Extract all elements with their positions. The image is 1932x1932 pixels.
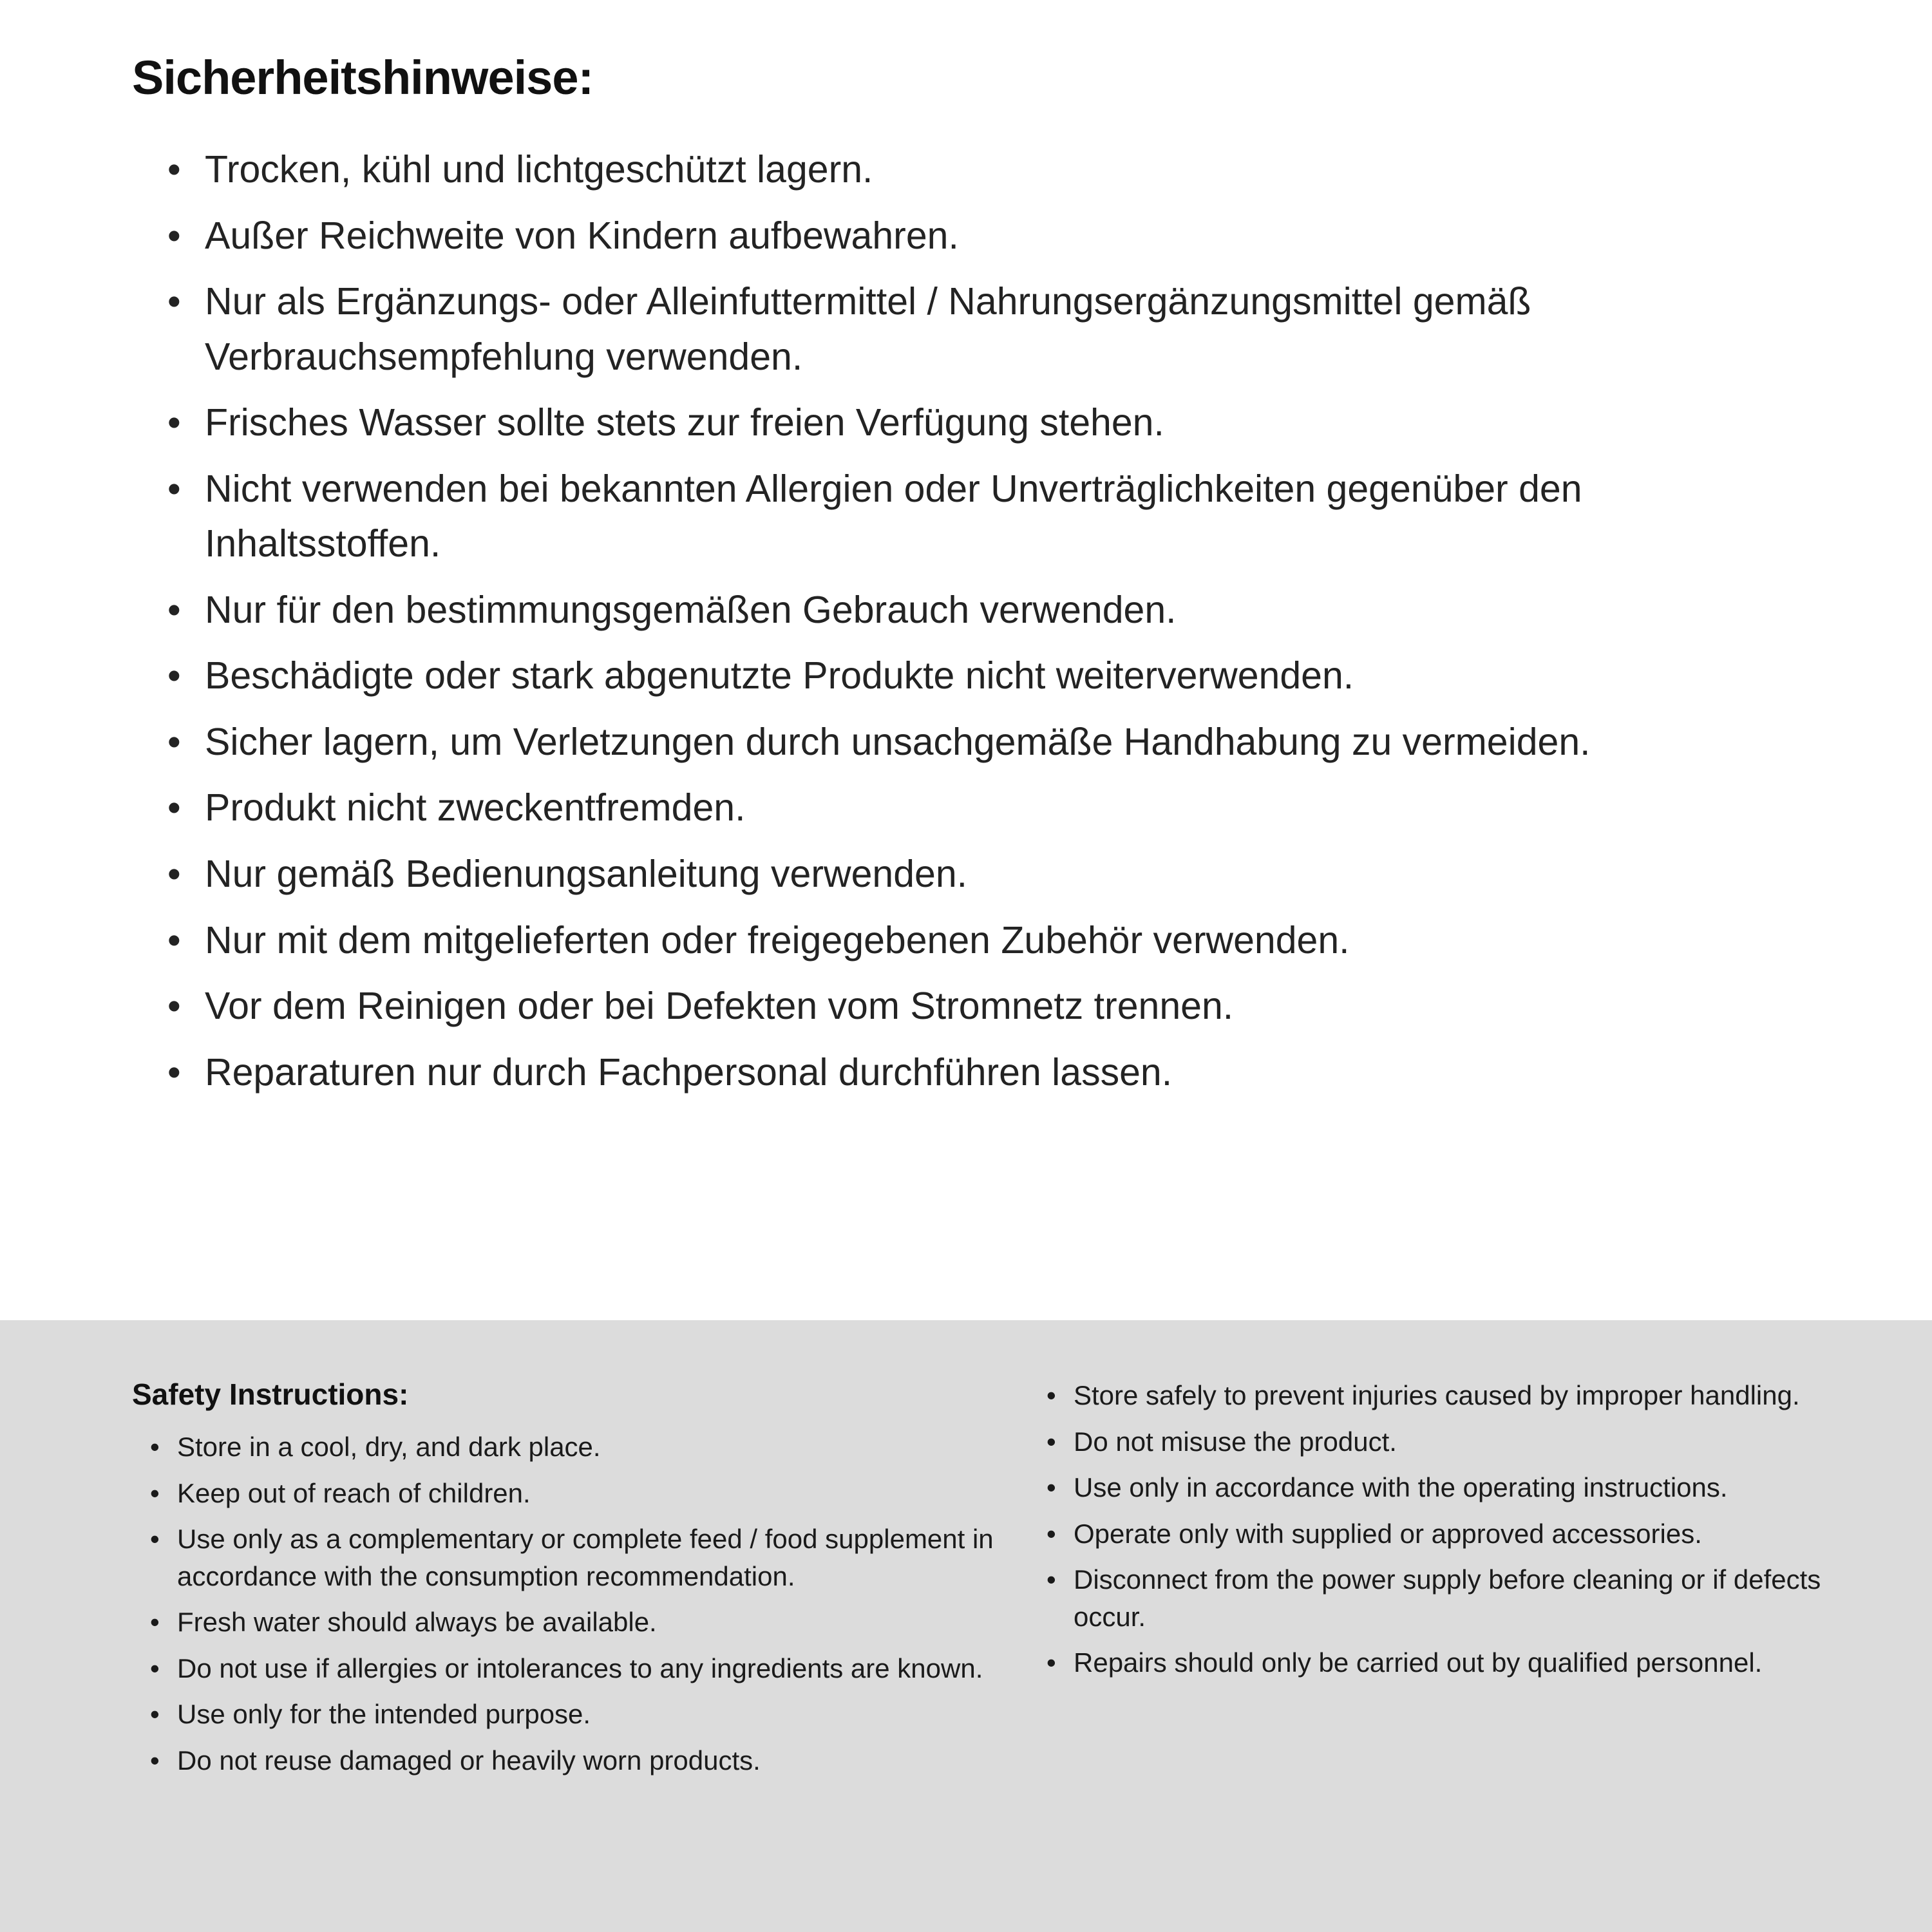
list-item-text: Store in a cool, dry, and dark place. bbox=[177, 1432, 601, 1462]
bullet-icon: • bbox=[1046, 1380, 1056, 1410]
list-item-text: Produkt nicht zweckentfremden. bbox=[205, 786, 746, 829]
list-item bbox=[1046, 1561, 1861, 1635]
bullet-icon: • bbox=[167, 720, 181, 763]
english-section bbox=[0, 1320, 1932, 1932]
english-left-column bbox=[132, 1377, 1005, 1932]
list-item-text: Reparaturen nur durch Fachpersonal durchführen lassen. bbox=[205, 1050, 1173, 1094]
bullet-icon: • bbox=[150, 1699, 160, 1730]
list-item bbox=[150, 1475, 1005, 1512]
list-item-text: Vor dem Reinigen oder bei Defekten vom Stromnetz trennen. bbox=[205, 985, 1234, 1028]
bullet-icon: • bbox=[150, 1745, 160, 1776]
english-instruction-list-left bbox=[132, 1428, 1005, 1779]
list-item bbox=[150, 1428, 1005, 1466]
english-right-column bbox=[1046, 1377, 1861, 1932]
list-item bbox=[167, 913, 1784, 969]
list-item-text: Nur für den bestimmungsgemäßen Gebrauch verwenden. bbox=[205, 588, 1177, 631]
list-item bbox=[1046, 1469, 1861, 1506]
bullet-icon: • bbox=[167, 467, 181, 510]
list-item bbox=[167, 847, 1784, 902]
list-item-text: Use only in accordance with the operating instructions. bbox=[1074, 1472, 1728, 1503]
list-item-text: Keep out of reach of children. bbox=[177, 1477, 531, 1508]
bullet-icon: • bbox=[1046, 1647, 1056, 1678]
list-item-text: Frisches Wasser sollte stets zur freien Verfügung stehen. bbox=[205, 401, 1164, 444]
bullet-icon: • bbox=[167, 588, 181, 631]
list-item bbox=[1046, 1423, 1861, 1461]
list-item bbox=[167, 583, 1784, 638]
bullet-icon: • bbox=[150, 1524, 160, 1555]
list-item bbox=[167, 274, 1784, 384]
list-item-text: Nur als Ergänzungs- oder Alleinfuttermittel / Nahrungsergänzungsmittel gemäß Verbrauchsempfehlung verwenden. bbox=[205, 280, 1531, 378]
list-item bbox=[167, 209, 1784, 264]
list-item bbox=[167, 142, 1784, 198]
list-item bbox=[167, 715, 1784, 770]
bullet-icon: • bbox=[167, 918, 181, 961]
list-item bbox=[150, 1650, 1005, 1687]
list-item-text: Do not reuse damaged or heavily worn products. bbox=[177, 1745, 761, 1776]
bullet-icon: • bbox=[1046, 1472, 1056, 1503]
bullet-icon: • bbox=[167, 654, 181, 697]
list-item bbox=[150, 1604, 1005, 1641]
list-item bbox=[167, 979, 1784, 1034]
list-item-text: Use only as a complementary or complete feed / food supplement in accordance with the consumption recommendation. bbox=[177, 1524, 994, 1591]
list-item-text: Nicht verwenden bei bekannten Allergien oder Unverträglichkeiten gegenüber den Inhaltsstoffen. bbox=[205, 467, 1582, 565]
list-item bbox=[167, 649, 1784, 704]
list-item-text: Repairs should only be carried out by qualified personnel. bbox=[1074, 1647, 1763, 1678]
english-section-title: Safety Instructions: bbox=[132, 1378, 409, 1411]
bullet-icon: • bbox=[1046, 1518, 1056, 1549]
list-item bbox=[150, 1696, 1005, 1733]
list-item-text: Use only for the intended purpose. bbox=[177, 1699, 591, 1730]
english-instruction-list-right bbox=[1046, 1377, 1861, 1681]
bullet-icon: • bbox=[167, 786, 181, 829]
list-item-text: Außer Reichweite von Kindern aufbewahren. bbox=[205, 214, 959, 257]
list-item-text: Do not use if allergies or intolerances to any ingredients are known. bbox=[177, 1653, 983, 1683]
bullet-icon: • bbox=[1046, 1426, 1056, 1457]
list-item bbox=[1046, 1515, 1861, 1553]
list-item-text: Operate only with supplied or approved accessories. bbox=[1074, 1518, 1702, 1549]
bullet-icon: • bbox=[167, 280, 181, 323]
list-item bbox=[167, 1045, 1784, 1101]
list-item bbox=[167, 395, 1784, 451]
bullet-icon: • bbox=[167, 853, 181, 896]
list-item-text: Disconnect from the power supply before cleaning or if defects occur. bbox=[1074, 1564, 1821, 1632]
list-item bbox=[167, 462, 1784, 572]
german-section-title: Sicherheitshinweise: bbox=[132, 51, 594, 104]
list-item-text: Beschädigte oder stark abgenutzte Produkte nicht weiterverwenden. bbox=[205, 654, 1354, 697]
list-item bbox=[150, 1742, 1005, 1779]
bullet-icon: • bbox=[167, 401, 181, 444]
list-item-text: Fresh water should always be available. bbox=[177, 1607, 657, 1638]
bullet-icon: • bbox=[150, 1607, 160, 1638]
bullet-icon: • bbox=[150, 1653, 160, 1683]
list-item bbox=[167, 781, 1784, 836]
list-item-text: Trocken, kühl und lichtgeschützt lagern. bbox=[205, 148, 873, 191]
bullet-icon: • bbox=[150, 1477, 160, 1508]
list-item-text: Store safely to prevent injuries caused by improper handling. bbox=[1074, 1380, 1800, 1410]
list-item-text: Nur gemäß Bedienungsanleitung verwenden. bbox=[205, 853, 968, 896]
list-item bbox=[1046, 1644, 1861, 1681]
list-item-text: Nur mit dem mitgelieferten oder freigegebenen Zubehör verwenden. bbox=[205, 918, 1350, 961]
list-item bbox=[1046, 1377, 1861, 1414]
bullet-icon: • bbox=[167, 1050, 181, 1094]
list-item bbox=[150, 1520, 1005, 1595]
bullet-icon: • bbox=[1046, 1564, 1056, 1595]
bullet-icon: • bbox=[150, 1432, 160, 1462]
bullet-icon: • bbox=[167, 985, 181, 1028]
german-instruction-list bbox=[132, 142, 1784, 1100]
bullet-icon: • bbox=[167, 148, 181, 191]
bullet-icon: • bbox=[167, 214, 181, 257]
list-item-text: Do not misuse the product. bbox=[1074, 1426, 1397, 1457]
list-item-text: Sicher lagern, um Verletzungen durch unsachgemäße Handhabung zu vermeiden. bbox=[205, 720, 1591, 763]
